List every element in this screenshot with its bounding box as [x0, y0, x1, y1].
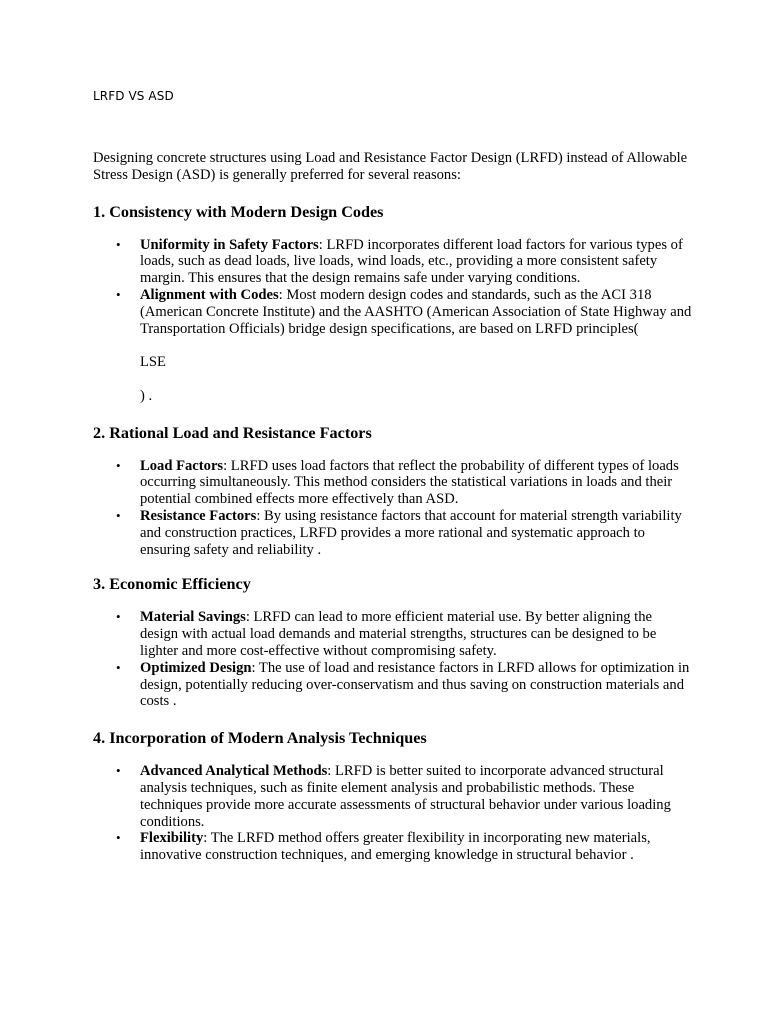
- item-text: : LRFD is better suited to incorporate advanced structural analysis techniques, such as finite element analysis and probabilistic methods. These techniques provide more accurate assessments of structural behavior under various loading conditions.: [140, 763, 671, 830]
- document-header: LRFD VS ASD: [93, 89, 174, 103]
- list-item: [140, 508, 693, 558]
- item-extra-text: LSE: [140, 354, 166, 371]
- section-heading-consistency: 1. Consistency with Modern Design Codes: [93, 202, 384, 221]
- list-item: [140, 287, 693, 405]
- document-body: [93, 150, 693, 864]
- section-list-consistency: [93, 237, 693, 405]
- item-text: : Most modern design codes and standards, such as the ACI 318 (American Concrete Institute) and the AASHTO (American Association of State Highway and Transportation Officials) bridge design specifications, are based on LRFD principles(: [140, 286, 692, 337]
- item-term: Load Factors: [140, 457, 224, 474]
- item-text: : The use of load and resistance factors in LRFD allows for optimization in design, potentially reducing over-conservatism and thus saving on construction materials and costs .: [140, 659, 690, 710]
- item-term: Material Savings: [140, 609, 246, 626]
- list-item: [140, 458, 693, 508]
- item-text: : The LRFD method offers greater flexibility in incorporating new materials, innovative construction techniques, and emerging knowledge in structural behavior .: [140, 830, 651, 864]
- section-heading-analysis-techniques: 4. Incorporation of Modern Analysis Techniques: [93, 729, 427, 748]
- section-list-economic-efficiency: [93, 609, 693, 710]
- item-text: : By using resistance factors that account for material strength variability and construction practices, LRFD provides a more rational and systematic approach to ensuring safety and reliability .: [140, 507, 682, 558]
- item-term: Advanced Analytical Methods: [140, 763, 328, 780]
- section-list-analysis-techniques: [93, 763, 693, 864]
- intro-paragraph: Designing concrete structures using Load and Resistance Factor Design (LRFD) instead of Allowable Stress Design (ASD) is generally preferred for several reasons:: [93, 150, 688, 183]
- item-text: : LRFD can lead to more efficient material use. By better aligning the design with actual load demands and material strengths, structures can be designed to be lighter and more cost-effective without compromising safety.: [140, 609, 657, 659]
- item-text: : LRFD incorporates different load factors for various types of loads, such as dead loads, live loads, wind loads, etc., providing a more consistent safety margin. This ensures that the design remains safe under varying conditions.: [140, 236, 683, 287]
- section-heading-rational-factors: 2. Rational Load and Resistance Factors: [93, 423, 372, 442]
- list-item: [140, 830, 693, 864]
- list-item: [140, 609, 693, 659]
- item-term: Flexibility: [140, 830, 204, 847]
- list-item: [140, 660, 693, 710]
- item-term: Optimized Design: [140, 659, 252, 676]
- item-text: : LRFD uses load factors that reflect the probability of different types of loads occurring simultaneously. This method considers the statistical variations in loads and their potential combined effects more effectively than ASD.: [140, 457, 679, 508]
- section-list-rational-factors: [93, 458, 693, 559]
- item-term: Uniformity in Safety Factors: [140, 236, 319, 253]
- item-term: Resistance Factors: [140, 507, 257, 524]
- item-term: Alignment with Codes: [140, 286, 279, 303]
- section-heading-economic-efficiency: 3. Economic Efficiency: [93, 575, 251, 594]
- list-item: [140, 763, 693, 830]
- item-extra-text: ) .: [140, 387, 153, 404]
- list-item: [140, 237, 693, 287]
